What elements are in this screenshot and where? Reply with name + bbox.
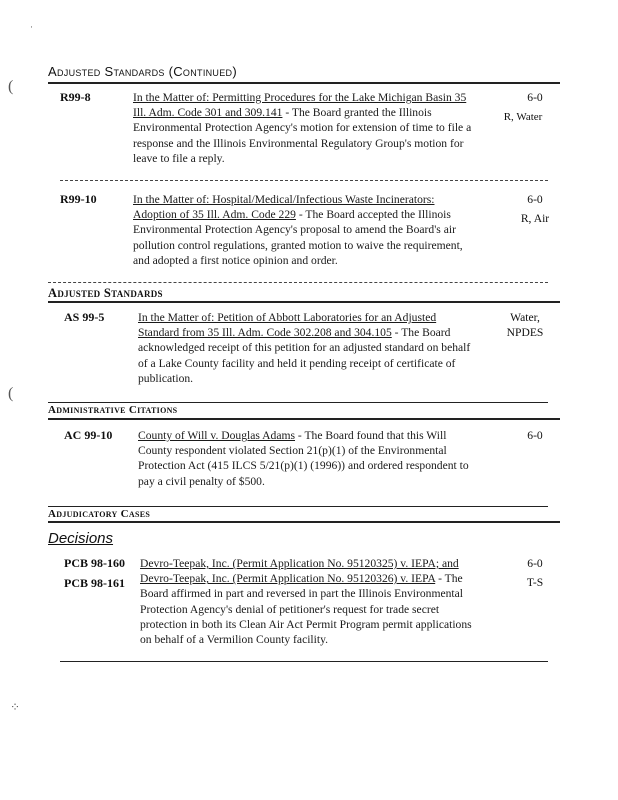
case-type: T-S xyxy=(526,576,544,589)
scan-mark: ( xyxy=(8,78,14,95)
vote: 6-0 xyxy=(527,193,543,206)
section-heading-adjusted: Adjusted Standards xyxy=(48,286,163,300)
vote: 6-0 xyxy=(527,429,543,442)
section-rule xyxy=(48,521,560,523)
case-text: - The Board acknowledged receipt of this petition for an adjusted standard on behalf of a Lake County facility and held it pending receipt of certificate of publication. xyxy=(138,326,471,385)
section-heading-admin: Administrative Citations xyxy=(48,404,178,416)
case-text: - The Board accepted the Illinois Environmental Protection Agency's proposal to amend the Board's air pollution control regulations, granted motion to waive the requirement, and adopted a first notice opinion and order. xyxy=(133,208,463,267)
section-heading-adjusted-continued: Adjusted Standards (Continued) xyxy=(48,64,237,79)
case-description xyxy=(133,90,473,166)
entry-divider xyxy=(48,282,548,283)
section-rule xyxy=(48,301,560,303)
case-title: In the Matter of: Petition of Abbott Laboratories for an Adjusted Standard from 35 Ill. Adm. Code 302.208 and 304.105 xyxy=(138,311,437,340)
case-title: In the Matter of: Permitting Procedures for the Lake Michigan Basin 35 Ill. Adm. Code 301 and 309.141 xyxy=(133,91,467,120)
section-rule xyxy=(48,418,560,420)
case-description xyxy=(138,428,473,489)
section-rule xyxy=(48,82,560,84)
case-number: PCB 98-160 xyxy=(64,556,125,570)
entry-divider xyxy=(48,402,548,403)
case-number: PCB 98-161 xyxy=(64,576,125,590)
entry-divider xyxy=(60,661,548,662)
entry-divider xyxy=(48,506,548,507)
vote: 6-0 xyxy=(527,91,543,104)
case-description xyxy=(138,310,473,386)
scan-mark: ⁘ xyxy=(10,700,21,714)
scan-mark: · xyxy=(30,22,33,32)
case-type: R, Water xyxy=(503,111,543,123)
vote: Water, xyxy=(510,311,540,324)
case-description xyxy=(140,556,475,647)
case-text: - The Board affirmed in part and reversed in part the Illinois Environmental Protection Agency's denial of petitioner's request for trade secret protection in both its Clean Air Act Permit Program permit applications on behalf of a Vermilion County facility. xyxy=(140,572,472,647)
case-title: In the Matter of: Hospital/Medical/Infectious Waste Incinerators: Adoption of 35 Ill. Adm. Code 229 xyxy=(133,193,435,222)
case-title: Devro-Teepak, Inc. (Permit Application No. 95120325) v. IEPA; and Devro-Teepak, Inc. (Permit Application No. 95120326) v. IEPA xyxy=(140,557,459,586)
subheading-decisions: Decisions xyxy=(48,530,114,547)
section-heading-adjudicatory: Adjudicatory Cases xyxy=(48,508,151,520)
case-text: - The Board granted the Illinois Environmental Protection Agency's motion for extension of time to file a response and the Illinois Environmental Regulatory Group's motion for leave to file a reply. xyxy=(133,106,472,165)
case-text: - The Board found that this Will County respondent violated Section 21(p)(1) of the Environmental Protection Act (415 ILCS 5/21(p)(1) (1996)) and ordered respondent to pay a civil penalty of $500. xyxy=(138,429,469,488)
case-type: NPDES xyxy=(506,326,544,339)
case-number: AS 99-5 xyxy=(64,310,105,324)
case-description xyxy=(133,192,473,268)
case-number: R99-10 xyxy=(60,192,97,206)
case-number: AC 99-10 xyxy=(64,428,113,442)
case-number: R99-8 xyxy=(60,90,91,104)
case-title: County of Will v. Douglas Adams xyxy=(138,429,296,442)
vote: 6-0 xyxy=(527,557,543,570)
scan-mark: ( xyxy=(8,385,14,402)
entry-divider xyxy=(60,180,548,181)
case-type: R, Air xyxy=(520,212,550,225)
